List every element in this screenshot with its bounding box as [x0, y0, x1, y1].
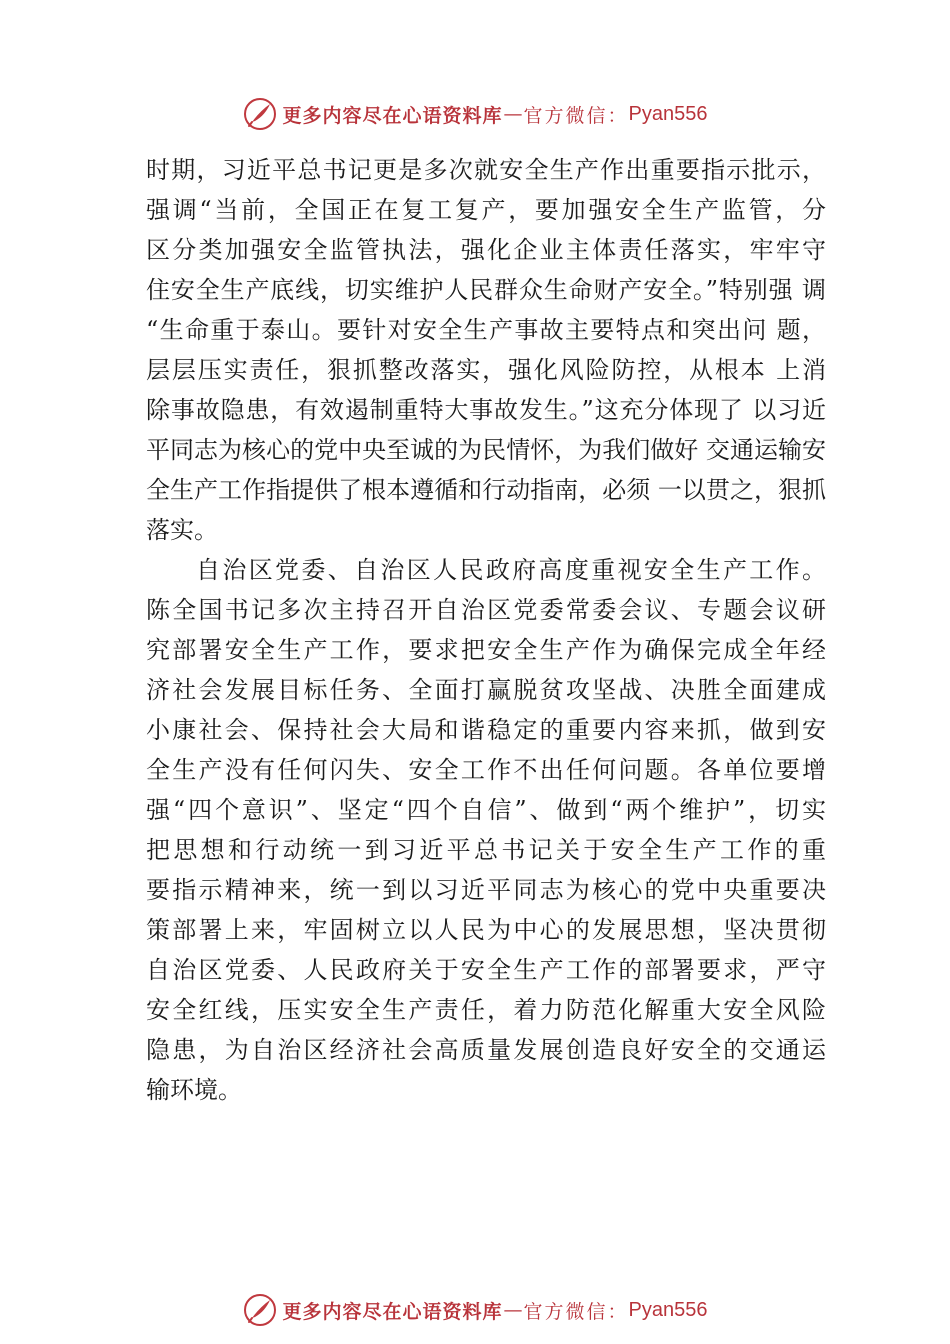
- banner-brand-text: 更多内容尽在心语资料库: [282, 104, 503, 127]
- text-line: 隐患，为自治区经济社会高质量发展创造良好安全的交通运: [146, 1036, 826, 1064]
- text-line: 区分类加强安全监管执法，强化企业主体责任落实，牢牢守: [146, 236, 826, 264]
- text-line: 落实。: [146, 516, 218, 544]
- quill-logo-icon: [243, 97, 277, 131]
- text-line: 济社会发展目标任务、全面打赢脱贫攻坚战、决胜全面建成: [146, 676, 826, 704]
- text-line: 输环境。: [146, 1076, 242, 1104]
- text-line: 要指示精神来，统一到以习近平同志为核心的党中央重要决: [146, 876, 826, 904]
- banner-wechat-label: 官方微信：: [523, 104, 629, 127]
- banner-wechat-id: Pyan556: [628, 1298, 708, 1321]
- quill-logo-icon: [243, 1293, 277, 1327]
- text-line: “生命重于泰山。要针对安全生产事故主要特点和突出问 题，: [146, 316, 826, 344]
- text-line: 强“四个意识”、坚定“四个自信”、做到“两个维护”，切实: [146, 796, 826, 824]
- banner-wechat-id: Pyan556: [628, 102, 708, 125]
- banner-brand-text: 更多内容尽在心语资料库: [282, 1300, 503, 1323]
- header-watermark-banner: [0, 94, 950, 134]
- text-line: 陈全国书记多次主持召开自治区党委常委会议、专题会议研: [146, 596, 826, 624]
- text-line: 自治区党委、人民政府关于安全生产工作的部署要求，严守: [146, 956, 826, 984]
- paragraph-2: [146, 550, 826, 1110]
- text-line: 策部署上来，牢固树立以人民为中心的发展思想，坚决贯彻: [146, 916, 826, 944]
- footer-watermark-banner: [0, 1290, 950, 1330]
- text-line: 住安全生产底线，切实维护人民群众生命财产安全。”特别强 调: [146, 276, 826, 304]
- text-line: 把思想和行动统一到习近平总书记关于安全生产工作的重: [146, 836, 826, 864]
- text-line: 全生产工作指提供了根本遵循和行动指南，必须 一以贯之，狠抓: [146, 476, 826, 504]
- text-line: 平同志为核心的党中央至诚的为民情怀，为我们做好 交通运输安: [146, 436, 826, 464]
- text-line: 自治区党委、自治区人民政府高度重视安全生产工作。: [196, 556, 826, 584]
- banner-separator: —: [503, 1299, 523, 1321]
- document-body: [146, 150, 826, 1110]
- text-line: 层层压实责任，狠抓整改落实，强化风险防控，从根本 上消: [146, 356, 826, 384]
- text-line: 强调“当前，全国正在复工复产，要加强安全生产监管，分: [146, 196, 826, 224]
- banner-wechat-label: 官方微信：: [523, 1300, 629, 1323]
- text-line: 小康社会、保持社会大局和谐稳定的重要内容来抓，做到安: [146, 716, 826, 744]
- text-line: 时期，习近平总书记更是多次就安全生产作出重要指示批示，: [146, 156, 826, 184]
- text-line: 究部署安全生产工作，要求把安全生产作为确保完成全年经: [146, 636, 826, 664]
- text-line: 全生产没有任何闪失、安全工作不出任何问题。各单位要增: [146, 756, 826, 784]
- banner-separator: —: [503, 103, 523, 125]
- text-line: 安全红线，压实安全生产责任，着力防范化解重大安全风险: [146, 996, 826, 1024]
- paragraph-1: [146, 150, 826, 550]
- text-line: 除事故隐患，有效遏制重特大事故发生。”这充分体现了 以习近: [146, 396, 826, 424]
